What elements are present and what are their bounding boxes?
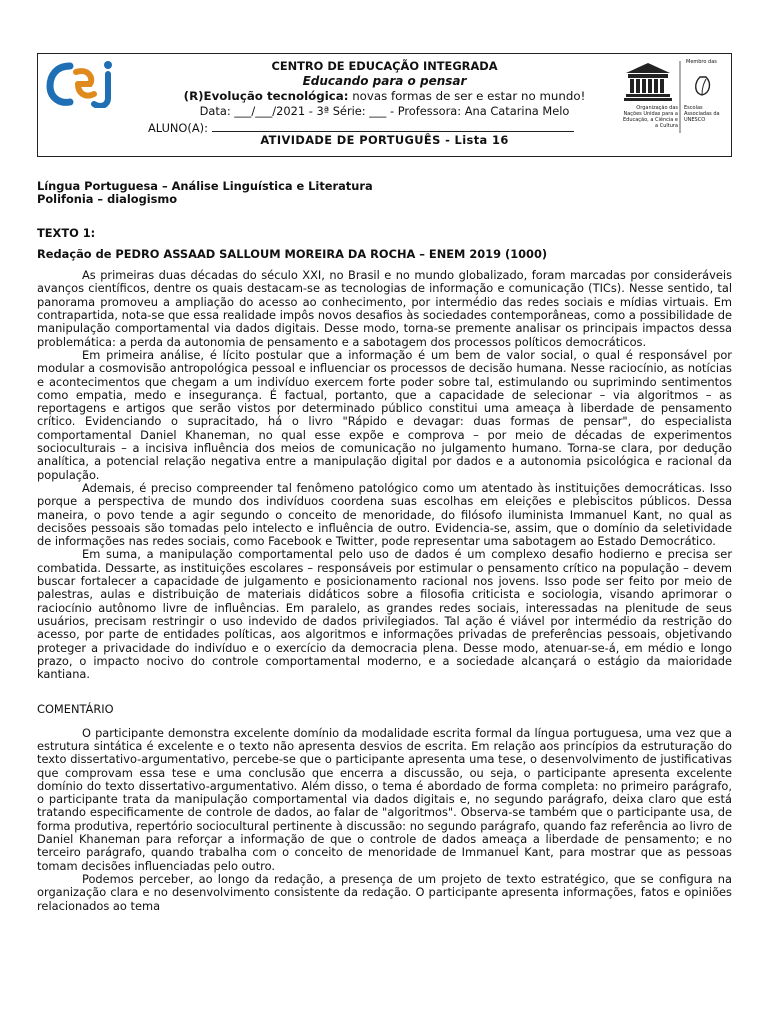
subject-line-2: Polifonia – dialogismo bbox=[37, 192, 178, 207]
document-body bbox=[37, 180, 732, 913]
subject-line-1: Língua Portuguesa – Análise Linguística e Literatura bbox=[37, 179, 373, 193]
essay-paragraph-2: Em primeira análise, é lícito postular que a informação é um bem de valor social, o qual é responsável por modular a cosmovisão antropológica pessoal e influenciar os processos de decisão humana. Nesse raciocínio, as notícias e acontecimentos que chegam a um indivíduo exercem forte poder sobre tal, estimulando ou suprimindo sentimentos como empatia, medo e insegurança. É factual, portanto, que a capacidade de selecionar – via algoritmos – as reportagens e artigos que serão vistos por determinado público constitui uma ameaça à liberdade de pensamento crítico. Evidenciando o supracitado, há o livro "Rápido e devagar: duas formas de pensar", do especialista comportamental Daniel Khaneman, no qual esse expõe e comprova – por meio de décadas de experimentos socioculturais – a incisiva influência dos meios de comunicação no julgamento humano. Torna-se clara, por dedução analítica, a potencial relação negativa entre a manipulação digital por dados e a autonomia psicológica e racional da população. bbox=[37, 347, 732, 482]
essay-paragraph-1: As primeiras duas décadas do século XXI, no Brasil e no mundo globalizado, foram marcadas por consideráveis avanços científicos, dentre os quais destacam-se as tecnologias de informação e comunicação (TICs). Nesse sentido, tal panorama promoveu a ampliação do acesso ao conhecimento, por intermédio das redes sociais e mídias virtuais. Em contrapartida, nota-se que essa realidade impôs novos desafios às sociedades contemporâneas, como a possibilidade de manipulação comportamental via dados digitais. Desse modo, torna-se premente analisar os principais impactos dessa problemática: a perda da autonomia de pensamento e a sabotagem dos processos políticos democráticos. bbox=[37, 268, 732, 349]
comentario-paragraph-1: O participante demonstra excelente domínio da modalidade escrita formal da língua portuguesa, uma vez que a estrutura sintática é excelente e o texto não apresenta desvios de escrita. Em relação aos princípios da estruturação do texto dissertativo-argumentativo, percebe-se que o participante apresenta uma tese, o desenvolvimento de justificativas que comprovam essa tese e uma conclusão que encerra a discussão, ou seja, o participante apresenta excelente domínio do texto dissertativo-argumentativo. Além disso, o tema é abordado de forma completa: no primeiro parágrafo, o participante trata da manipulação comportamental via dados digitais e, no segundo parágrafo, deixa claro que está tratando especificamente de controle de dados, ao falar de "algoritmos". Observa-se também que o participante usa, de forma produtiva, repertório sociocultural pertinente à discussão: no segundo parágrafo, quando faz referência ao livro de Daniel Khaneman para reforçar a informação de que o controle de dados ameaça a liberdade de pensamento; e no terceiro parágrafo, quando trabalha com o conceito de menoridade de Immanuel Kant, para mostrar que as pessoas tomam decisões influenciadas pelo outro. bbox=[37, 725, 732, 873]
unesco-org-text: Organização das Nações Unidas para a Educação, a Ciência e a Cultura bbox=[622, 105, 678, 129]
unesco-member-label: Membro das bbox=[686, 59, 717, 65]
theme-bold: (R)Evolução tecnológica: bbox=[183, 89, 349, 103]
unesco-logo bbox=[616, 57, 728, 137]
comentario-label: COMENTÁRIO bbox=[37, 702, 114, 717]
comentario-paragraph-2: Podemos perceber, ao longo da redação, a presença de um projeto de texto estratégico, que se configura na organização clara e no desenvolvimento consistente da redação. O participante apresenta informações, fatos e opiniões relacionados ao tema bbox=[37, 871, 732, 913]
activity-title: ATIVIDADE DE PORTUGUÊS - Lista 16 bbox=[260, 133, 509, 147]
header-box bbox=[37, 53, 732, 157]
essay-paragraph-4: Em suma, a manipulação comportamental pelo uso de dados é um complexo desafio hodierno e precisa ser combatida. Dessarte, as instituições escolares – responsáveis por estimular o pensamento crítico na população – devem buscar fortalecer a capacidade de julgamento e posicionamento racional nos jovens. Isso pode ser feito por meio de palestras, aulas e distribuição de materiais didáticos sobre a filosofia criticista e sociologia, visando aprimorar o raciocínio autônomo livre de influências. Em paralelo, as grandes redes sociais, interessadas na plenitude de seus usuários, precisam restringir o uso indevido de dados privilegiados. Tal ação é viável por intermédio da restrição do acesso, por parte de entidades políticas, aos algoritmos e informações privadas de preferências pessoais, objetivando proteger a privacidade do indivíduo e o exercício da democracia plena. Desse modo, atenuar-se-á, em médio e longo prazo, o impacto nocivo do controle comportamental moderno, e a sociedade alcançará o estágio da maioridade kantiana. bbox=[37, 547, 732, 682]
student-blank bbox=[212, 120, 574, 132]
school-name: CENTRO DE EDUCAÇÃO INTEGRADA bbox=[271, 59, 498, 73]
student-label: ALUNO(A): bbox=[148, 121, 208, 135]
theme-rest: novas formas de ser e estar no mundo! bbox=[348, 89, 586, 103]
essay-title: Redação de PEDRO ASSAAD SALLOUM MOREIRA DA ROCHA – ENEM 2019 (1000) bbox=[37, 246, 548, 261]
school-motto: Educando para o pensar bbox=[302, 74, 467, 88]
date-line: Data: ___/___/2021 - 3ª Série: ___ - Professora: Ana Catarina Melo bbox=[199, 104, 570, 118]
unesco-schools-text: Escolas Associadas da UNESCO bbox=[684, 105, 720, 123]
texto-label: TEXTO 1: bbox=[37, 225, 96, 240]
comentario-text bbox=[37, 727, 732, 913]
essay-paragraph-3: Ademais, é preciso compreender tal fenômeno patológico como um atentado às instituições democráticas. Isso porque a perspectiva de mundo dos indivíduos coordena suas escolhas em eleições e plebiscitos públicos. Dessa maneira, o povo tende a agir segundo o conceito de menoridade, do filósofo iluminista Immanuel Kant, no qual as decisões pessoais são tomadas pelo intelecto e influência de outro. Evidencia-se, assim, que o domínio da seletividade de informações nas redes sociais, como Facebook e Twitter, pode representar uma sabotagem ao Estado Democrático. bbox=[37, 480, 732, 549]
essay-text bbox=[37, 269, 732, 681]
